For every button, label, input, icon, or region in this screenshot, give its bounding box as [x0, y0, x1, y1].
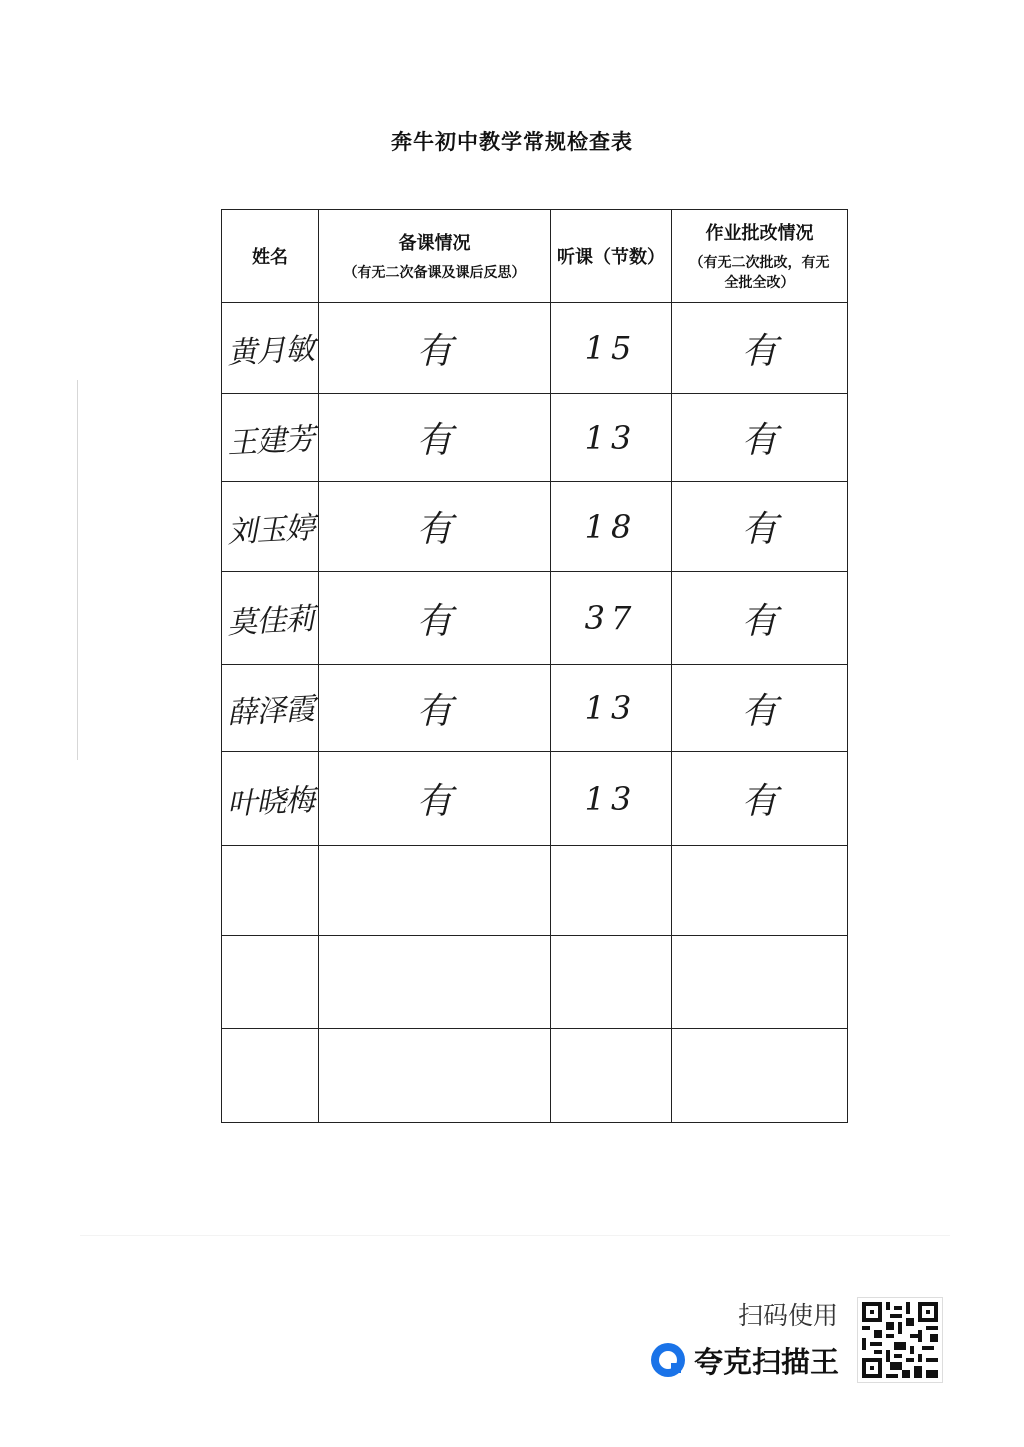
name-cell [222, 665, 319, 752]
empty-cell [319, 1029, 551, 1123]
prep-cell: 有 [319, 482, 551, 572]
empty-cell [551, 1029, 672, 1123]
empty-cell [222, 846, 319, 936]
header-prep: 备课情况 （有无二次备课及课后反思） [319, 210, 551, 303]
empty-cell [551, 936, 672, 1029]
inspection-table [221, 209, 848, 1123]
empty-cell [551, 846, 672, 936]
listen-cell: 13 [551, 394, 672, 482]
table-row [222, 752, 848, 846]
homework-cell: 有 [672, 572, 848, 665]
empty-cell [319, 846, 551, 936]
homework-cell: 有 [672, 665, 848, 752]
teacher-name: 莫佳莉 [225, 601, 315, 642]
brand-name: 夸克扫描王 [694, 1344, 840, 1379]
prep-cell: 有 [319, 303, 551, 394]
homework-cell: 有 [672, 394, 848, 482]
empty-cell [319, 936, 551, 1029]
listen-cell: 15 [551, 303, 672, 394]
scan-margin-mark [77, 380, 78, 760]
homework-cell: 有 [672, 303, 848, 394]
homework-cell: 有 [672, 752, 848, 846]
empty-cell [672, 846, 848, 936]
name-cell [222, 394, 319, 482]
listen-cell: 18 [551, 482, 672, 572]
header-row [222, 210, 848, 303]
teacher-name: 薛泽霞 [225, 691, 315, 732]
empty-cell [672, 1029, 848, 1123]
name-cell [222, 482, 319, 572]
scan-to-use-label: 扫码使用 [737, 1301, 838, 1330]
table-row [222, 665, 848, 752]
scan-edge-line [80, 1235, 950, 1236]
teacher-name: 黄月敏 [225, 331, 315, 372]
header-listen: 听课（节数） [551, 210, 672, 303]
header-homework: 作业批改情况 （有无二次批改，有无全批全改） [672, 210, 848, 303]
teacher-name: 刘玉婷 [225, 510, 315, 550]
prep-cell: 有 [319, 665, 551, 752]
name-cell [222, 752, 319, 846]
table-row [222, 572, 848, 665]
page-title: 奔牛初中教学常规检查表 [391, 130, 633, 154]
empty-cell [222, 1029, 319, 1123]
table-row [222, 303, 848, 394]
quark-logo-icon [650, 1342, 686, 1378]
empty-cell [672, 936, 848, 1029]
teacher-name: 王建芳 [225, 421, 315, 461]
table-row [222, 394, 848, 482]
prep-cell: 有 [319, 572, 551, 665]
teacher-name: 叶晓梅 [225, 782, 315, 822]
empty-cell [222, 936, 319, 1029]
name-cell [222, 572, 319, 665]
brand-watermark [650, 1339, 839, 1381]
homework-cell: 有 [672, 482, 848, 572]
table-row-empty [222, 846, 848, 936]
prep-cell: 有 [319, 394, 551, 482]
table-row-empty [222, 936, 848, 1029]
table-row [222, 482, 848, 572]
qr-code-icon[interactable] [857, 1297, 943, 1383]
listen-cell: 13 [551, 665, 672, 752]
table-row-empty [222, 1029, 848, 1123]
prep-cell: 有 [319, 752, 551, 846]
header-name: 姓名 [222, 210, 319, 303]
listen-cell: 37 [551, 572, 672, 665]
listen-cell: 13 [551, 752, 672, 846]
name-cell [222, 303, 319, 394]
